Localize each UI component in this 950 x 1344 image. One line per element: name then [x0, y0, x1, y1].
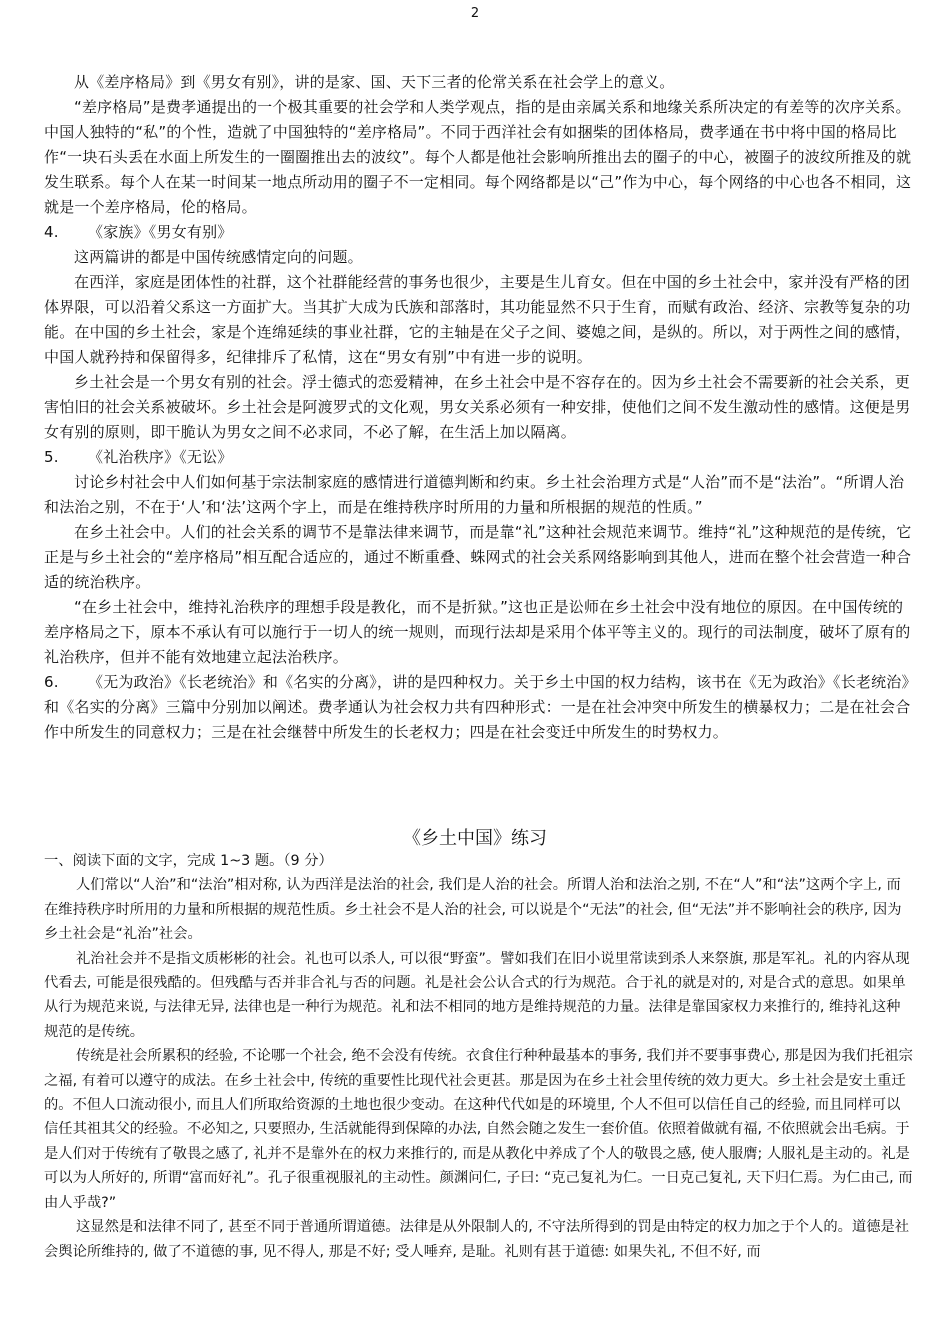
heading-number: 4. — [44, 223, 59, 241]
heading-text: 《礼治秩序》《无讼》 — [88, 448, 233, 466]
heading-number: 6. — [44, 673, 59, 691]
paragraph: “在乡土社会中，维持礼治秩序的理想手段是教化，而不是折狱。”这也正是讼师在乡土社会中没有地位的原因。在中国传统的差序格局之下，原本不承认有可以施行于一切人的统一规则，而现行法却是采用个体平等主义的。现行的司法制度，破坏了原有的礼治秩序，但并不能有效地建立起法治秩序。 — [44, 598, 911, 666]
paragraph: “差序格局”是费孝通提出的一个极其重要的社会学和人类学观点，指的是由亲属关系和地缘关系所决定的有差等的次序关系。中国人独特的“私”的个性，造就了中国独特的“差序格局”。不同于西洋社会有如捆柴的团体格局，费孝通在书中将中国的格局比作“一块石头丢在水面上所发生的一圈圈推出去的波纹”。每个人都是他社会影响所推出去的圈子的中心，被圈子的波纹所推及的就发生联系。每个人在某一时间某一地点所动用的圈子不一定相同。每个网络都是以“己”作为中心，每个网络的中心也各不相同，这就是一个差序格局，伦的格局。 — [44, 98, 912, 216]
exercise-section — [44, 849, 914, 1264]
heading-number: 5. — [44, 448, 59, 466]
paragraph: 在西洋，家庭是团体性的社群，这个社群能经营的事务也很少，主要是生儿育女。但在中国的乡土社会中，家并没有严格的团体界限，可以沿着父系这一方面扩大。当其扩大成为氏族和部落时，其功能显然不只于生育，而赋有政治、经济、宗教等复杂的功能。在中国的乡土社会，家是个连绵延续的事业社群，它的主轴是在父子之间、婆媳之间，是纵的。所以，对于两性之间的感情，中国人就矜持和保留得多，纪律排斥了私情，这在“男女有别”中有进一步的说明。 — [44, 273, 911, 366]
numbered-heading-5 — [44, 445, 914, 470]
numbered-heading-4 — [44, 220, 914, 245]
paragraph: 讨论乡村社会中人们如何基于宗法制家庭的感情进行道德判断和约束。乡土社会治理方式是“人治”而不是“法治”。“所谓人治和法治之别，不在于‘人’和‘法’这两个字上，而是在维持秩序时所用的力量和所根据的规范的性质。” — [44, 473, 905, 516]
paragraph: 这显然是和法律不同了, 甚至不同于普通所谓道德。法律是从外限制人的, 不守法所得到的罚是由特定的权力加之于个人的。道德是社会舆论所维持的, 做了不道德的事, 见不得人, 那是不好; 受人唾弃, 是耻。礼则有甚于道德: 如果失礼, 不但不好, 而 — [44, 1219, 910, 1260]
paragraph: 人们常以“人治”和“法治”相对称, 认为西洋是法治的社会, 我们是人治的社会。所谓人治和法治之别, 不在“人”和“法”这两个字上, 而在维持秩序时所用的力量和所根据的规范性质。乡土社会不是人治的社会, 可以说是个“无法”的社会, 但“无法”并不影响社会的秩序, 因为乡土社会是“礼治”社会。 — [44, 877, 902, 943]
exercise-title: 《乡土中国》练习 — [403, 828, 547, 849]
heading-text: 《家族》《男女有别》 — [88, 223, 233, 241]
page-number: 2 — [470, 6, 480, 21]
study-notes-section — [44, 70, 914, 745]
paragraph-text: 《无为政治》《长老统治》和《名实的分离》，讲的是四种权力。关于乡土中国的权力结构，该书在《无为政治》《长老统治》和《名实的分离》三篇中分别加以阐述。费孝通认为社会权力共有四种形式：一是在社会冲突中所发生的横暴权力；二是在社会合作中所发生的同意权力；三是在社会继替中所发生的长老权力；四是在社会变迁中所发生的时势权力。 — [44, 673, 911, 741]
paragraph: 乡土社会是一个男女有别的社会。浮士德式的恋爱精神，在乡土社会中是不容存在的。因为乡土社会不需要新的社会关系，更害怕旧的社会关系被破坏。乡土社会是阿渡罗式的文化观，男女关系必须有一种安排，使他们之间不发生激动性的感情。这便是男女有别的原则，即干脆认为男女之间不必求同，不必了解，在生活上加以隔离。 — [44, 373, 911, 441]
paragraph: 从《差序格局》到《男女有别》，讲的是家、国、天下三者的伦常关系在社会学上的意义。 — [74, 73, 675, 91]
paragraph: 传统是社会所累积的经验, 不论哪一个社会, 绝不会没有传统。衣食住行种种最基本的事务, 我们并不要事事费心, 那是因为我们托祖宗之福, 有着可以遵守的成法。在乡土社会中, 传统的重要性比现代社会更甚。那是因为在乡土社会里传统的效力更大。乡土社会是安土重迁的。不但人口流动很小, 而且人们所取给资源的土地也很少变动。在这种代代如是的环境里, 个人不但可以信任自己的经验, 而且同样可以信任其祖其父的经验。不必知之, 只要照办, 生活就能得到保障的办法, 自然会随之发生一套价值。依照着做就有福, 不依照就会出毛病。于是人们对于传统有了敬畏之感了, 礼并不是靠外在的权力来推行的, 而是从教化中养成了个人的敬畏之感, 使人服膺; 人服礼是主动的。礼是可以为人所好的, 所谓“富而好礼”。孔子很重视服礼的主动性。颜渊问仁, 子曰: “克己复礼为仁。一日克己复礼, 天下归仁焉。为仁由己, 而由人乎哉?” — [44, 1048, 913, 1211]
paragraph: 礼治社会并不是指文质彬彬的社会。礼也可以杀人, 可以很“野蛮”。譬如我们在旧小说里常读到杀人来祭旗, 那是军礼。礼的内容从现代看去, 可能是很残酷的。但残酷与否并非合礼与否的问题。礼是社会公认合式的行为规范。合于礼的就是对的, 对是合式的意思。如果单从行为规范来说, 与法律无异, 法律也是一种行为规范。礼和法不相同的地方是维持规范的力量。法律是靠国家权力来推行的, 维持礼这种规范的是传统。 — [44, 950, 910, 1040]
numbered-paragraph-6 — [44, 670, 914, 745]
paragraph: 在乡土社会中。人们的社会关系的调节不是靠法律来调节，而是靠“礼”这种社会规范来调节。维持“礼”这种规范的是传统，它正是与乡土社会的“差序格局”相互配合适应的，通过不断重叠、蛛网式的社会关系网络影响到其他人，进而在整个社会营造一种合适的统治秩序。 — [44, 523, 912, 591]
exercise-heading: 一、阅读下面的文字，完成 1~3 题。（9 分） — [44, 853, 333, 869]
paragraph: 这两篇讲的都是中国传统感情定向的问题。 — [74, 248, 363, 266]
